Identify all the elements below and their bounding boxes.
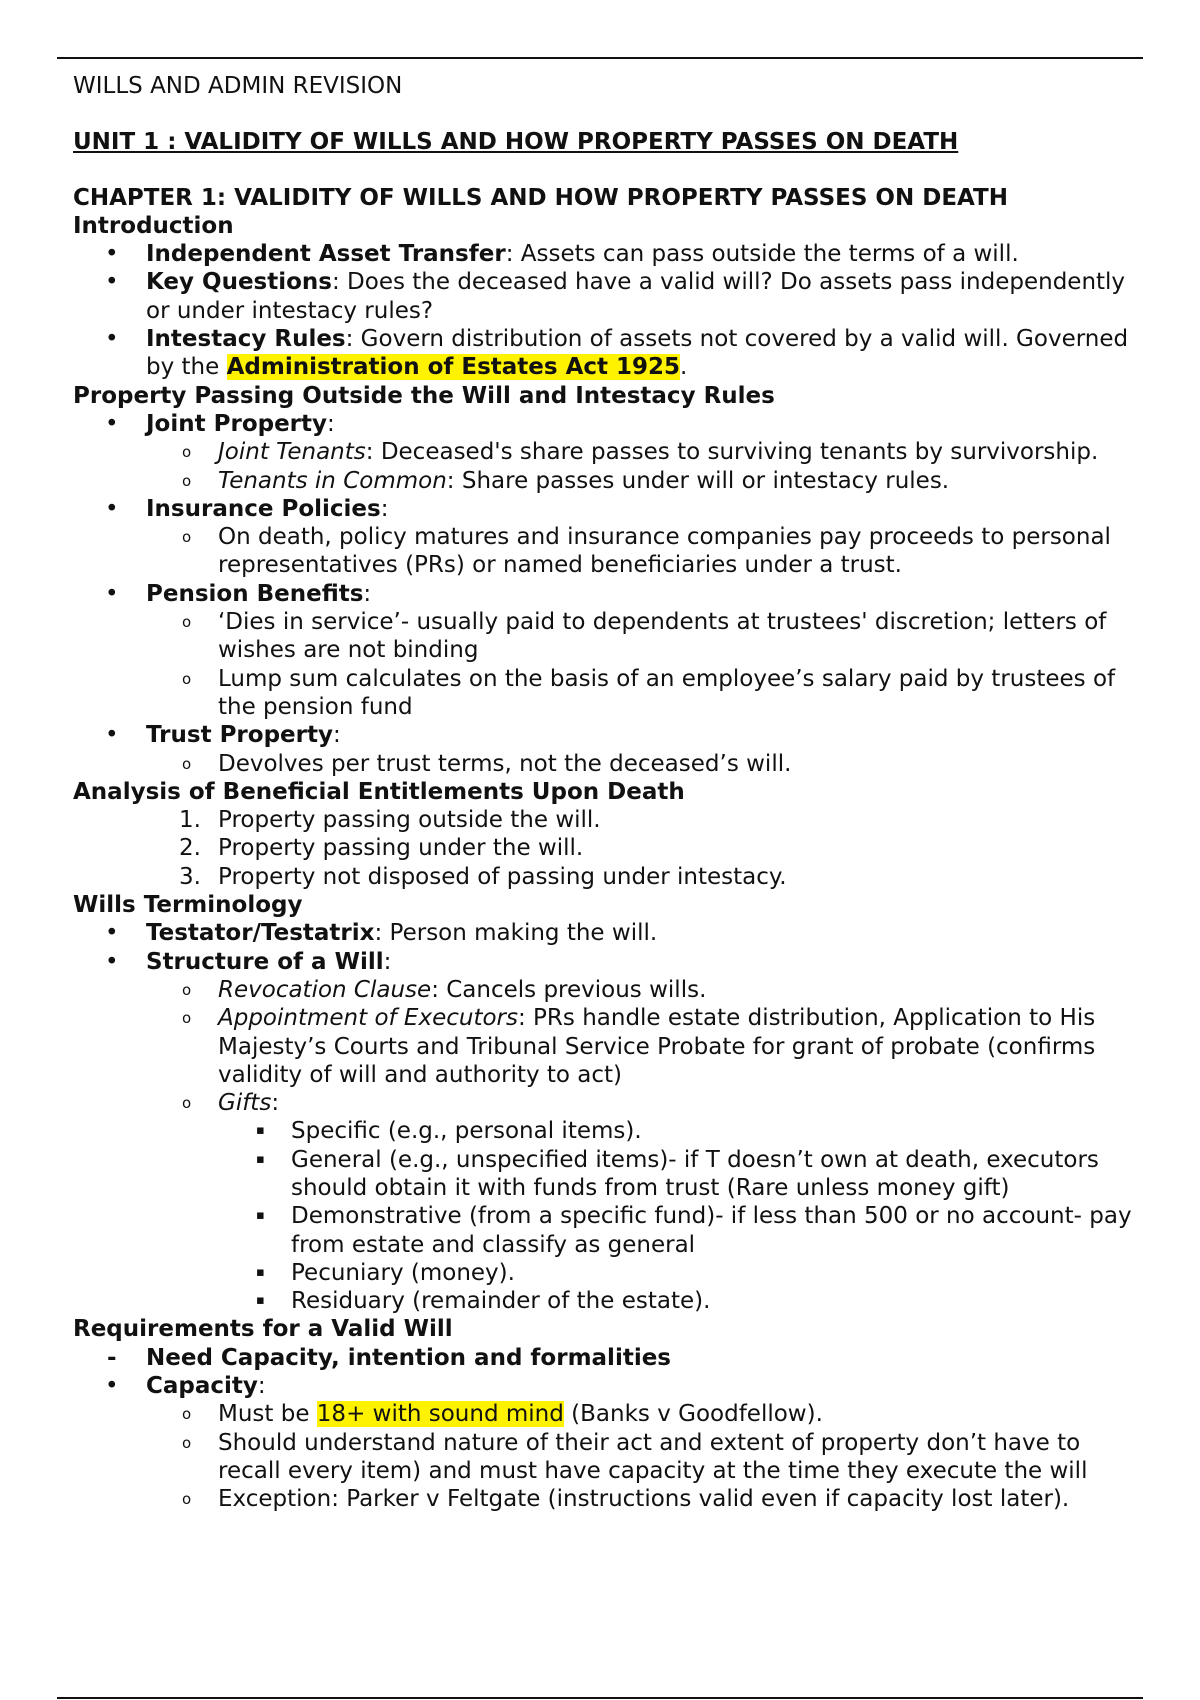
term: Pension Benefits bbox=[146, 580, 364, 607]
term: Insurance Policies bbox=[146, 495, 381, 522]
item-number: 3. bbox=[179, 863, 201, 890]
colon: : bbox=[380, 495, 389, 522]
circle-bullet-icon: o bbox=[182, 754, 192, 773]
term: Revocation Clause bbox=[218, 976, 432, 1003]
term: Testator/Testatrix bbox=[146, 920, 375, 947]
sub-list-item bbox=[73, 1429, 1133, 1486]
case-citation: (Banks v Goodfellow). bbox=[563, 1401, 823, 1428]
bullet-icon: • bbox=[105, 495, 119, 522]
definition: : Does the deceased have a valid will? Do assets pass independently or under intestacy rules? bbox=[146, 269, 1126, 324]
circle-bullet-icon: o bbox=[182, 669, 192, 688]
square-bullet-icon: ▪ bbox=[256, 1208, 265, 1224]
highlighted-text: 18+ with sound mind bbox=[316, 1401, 564, 1428]
term: Appointment of Executors bbox=[218, 1005, 518, 1032]
colon: : bbox=[363, 580, 372, 607]
sub-item-text: Exception: Parker v Feltgate (instructions valid even if capacity lost later). bbox=[218, 1486, 1070, 1513]
numbered-item-text: Property not disposed of passing under intestacy. bbox=[218, 863, 787, 890]
section-heading-requirements: Requirements for a Valid Will bbox=[73, 1316, 453, 1343]
numbered-item bbox=[73, 863, 1133, 891]
list-item bbox=[73, 495, 1133, 523]
circle-bullet-icon: o bbox=[182, 528, 192, 547]
gift-type-item bbox=[73, 1202, 1133, 1259]
sub-item-text: On death, policy matures and insurance companies pay proceeds to personal representatives (PRs) or named beneficiaries under a trust. bbox=[218, 524, 1111, 579]
term: Tenants in Common bbox=[218, 467, 447, 494]
item-number: 1. bbox=[179, 807, 201, 834]
gift-type-item bbox=[73, 1259, 1133, 1287]
gift-type-item bbox=[73, 1146, 1133, 1203]
definition: : Person making the will. bbox=[374, 920, 658, 947]
chapter-title: CHAPTER 1: VALIDITY OF WILLS AND HOW PROPERTY PASSES ON DEATH bbox=[73, 184, 1008, 211]
document-title: WILLS AND ADMIN REVISION bbox=[73, 73, 403, 99]
square-bullet-icon: ▪ bbox=[256, 1264, 265, 1280]
list-item bbox=[73, 919, 1133, 947]
gift-type-text: Pecuniary (money). bbox=[291, 1259, 515, 1286]
gift-type-text: General (e.g., unspecified items)- if T doesn’t own at death, executors should obtain it with funds from trust (Rare unless money gift) bbox=[291, 1146, 1099, 1201]
circle-bullet-icon: o bbox=[182, 1405, 192, 1424]
requirements-summary: Need Capacity, intention and formalities bbox=[146, 1344, 671, 1371]
list-item bbox=[73, 948, 1133, 976]
list-item bbox=[73, 1372, 1133, 1400]
term: Capacity bbox=[146, 1373, 258, 1400]
colon: : bbox=[383, 948, 392, 975]
bottom-rule bbox=[57, 1697, 1143, 1699]
term: Gifts bbox=[218, 1090, 272, 1117]
gift-type-text: Residuary (remainder of the estate). bbox=[291, 1288, 711, 1315]
sub-list-item bbox=[73, 1485, 1133, 1513]
sub-item-text: Must be bbox=[218, 1401, 317, 1428]
section-heading-terminology: Wills Terminology bbox=[73, 892, 303, 919]
gift-type-item bbox=[73, 1287, 1133, 1315]
gift-type-text: Demonstrative (from a specific fund)- if less than 500 or no account- pay from estate and classify as general bbox=[291, 1203, 1132, 1258]
list-item bbox=[73, 240, 1133, 268]
circle-bullet-icon: o bbox=[182, 1490, 192, 1509]
colon: : bbox=[332, 722, 341, 749]
numbered-item bbox=[73, 806, 1133, 834]
numbered-item-text: Property passing under the will. bbox=[218, 835, 584, 862]
definition: : Share passes under will or intestacy rules. bbox=[446, 467, 950, 494]
colon: : bbox=[327, 410, 335, 437]
list-item bbox=[73, 1344, 1133, 1372]
list-item bbox=[73, 410, 1133, 438]
definition: : Assets can pass outside the terms of a will. bbox=[505, 241, 1019, 268]
list-item bbox=[73, 325, 1133, 382]
term: Intestacy Rules bbox=[146, 326, 346, 353]
circle-bullet-icon: o bbox=[182, 1094, 192, 1113]
circle-bullet-icon: o bbox=[182, 980, 192, 999]
sub-item-text: Should understand nature of their act and extent of property don’t have to recall every item) and must have capacity at the time they execute the will bbox=[218, 1429, 1088, 1484]
list-item bbox=[73, 580, 1133, 608]
document-page bbox=[73, 72, 1133, 1514]
numbered-item-text: Property passing outside the will. bbox=[218, 807, 601, 834]
section-heading-introduction: Introduction bbox=[73, 212, 234, 239]
bullet-icon: • bbox=[105, 410, 119, 437]
list-item bbox=[73, 721, 1133, 749]
bullet-icon: • bbox=[105, 326, 119, 353]
sub-list-item bbox=[73, 523, 1133, 580]
bullet-icon: • bbox=[105, 1373, 119, 1400]
sub-list-item bbox=[73, 750, 1133, 778]
item-number: 2. bbox=[179, 835, 201, 862]
gift-type-item bbox=[73, 1117, 1133, 1145]
sub-item-text: ‘Dies in service’- usually paid to dependents at trustees' discretion; letters of wishes are not binding bbox=[218, 609, 1107, 664]
sub-list-item bbox=[73, 1004, 1133, 1089]
numbered-item bbox=[73, 834, 1133, 862]
circle-bullet-icon: o bbox=[182, 1433, 192, 1452]
sub-list-item bbox=[73, 665, 1133, 722]
sub-list-item bbox=[73, 1089, 1133, 1117]
term: Structure of a Will bbox=[146, 948, 384, 975]
definition: : Govern distribution of assets not covered by a valid will. Governed by the bbox=[146, 326, 1129, 381]
term: Joint Tenants bbox=[218, 439, 366, 466]
colon: : bbox=[271, 1090, 280, 1117]
term: Independent Asset Transfer bbox=[146, 241, 506, 268]
bullet-icon: • bbox=[105, 580, 119, 607]
bullet-icon: • bbox=[105, 269, 119, 296]
sub-list-item bbox=[73, 438, 1133, 466]
bullet-icon: • bbox=[105, 948, 119, 975]
sub-list-item bbox=[73, 467, 1133, 495]
term: Key Questions bbox=[146, 269, 332, 296]
term: Joint Property bbox=[146, 410, 328, 437]
square-bullet-icon: ▪ bbox=[256, 1123, 265, 1139]
circle-bullet-icon: o bbox=[182, 613, 192, 632]
bullet-icon: • bbox=[105, 722, 119, 749]
unit-title: UNIT 1 : VALIDITY OF WILLS AND HOW PROPERTY PASSES ON DEATH bbox=[73, 129, 959, 156]
punctuation: . bbox=[680, 354, 688, 381]
dash-bullet-icon: - bbox=[107, 1344, 117, 1371]
definition: : Cancels previous wills. bbox=[431, 976, 707, 1003]
section-heading-analysis: Analysis of Beneficial Entitlements Upon Death bbox=[73, 778, 685, 805]
highlighted-statute: Administration of Estates Act 1925 bbox=[226, 354, 681, 381]
sub-list-item bbox=[73, 1400, 1133, 1428]
section-heading-outside-will: Property Passing Outside the Will and Intestacy Rules bbox=[73, 382, 775, 409]
square-bullet-icon: ▪ bbox=[256, 1293, 265, 1309]
list-item bbox=[73, 268, 1133, 325]
sub-item-text: Lump sum calculates on the basis of an employee’s salary paid by trustees of the pension fund bbox=[218, 665, 1116, 720]
bullet-icon: • bbox=[105, 920, 119, 947]
colon: : bbox=[257, 1373, 266, 1400]
sub-item-text: Devolves per trust terms, not the deceased’s will. bbox=[218, 750, 792, 777]
bullet-icon: • bbox=[105, 241, 119, 268]
definition: : Deceased's share passes to surviving tenants by survivorship. bbox=[365, 439, 1099, 466]
gift-type-text: Specific (e.g., personal items). bbox=[291, 1118, 642, 1145]
circle-bullet-icon: o bbox=[182, 471, 192, 490]
term: Trust Property bbox=[146, 722, 333, 749]
sub-list-item bbox=[73, 976, 1133, 1004]
top-rule bbox=[57, 57, 1143, 59]
sub-list-item bbox=[73, 608, 1133, 665]
definition: : PRs handle estate distribution, Application to His Majesty’s Courts and Tribunal Service Probate for grant of probate (confirms validity of will and authority to act) bbox=[218, 1005, 1096, 1088]
square-bullet-icon: ▪ bbox=[256, 1151, 265, 1167]
circle-bullet-icon: o bbox=[182, 1009, 192, 1028]
circle-bullet-icon: o bbox=[182, 443, 192, 462]
